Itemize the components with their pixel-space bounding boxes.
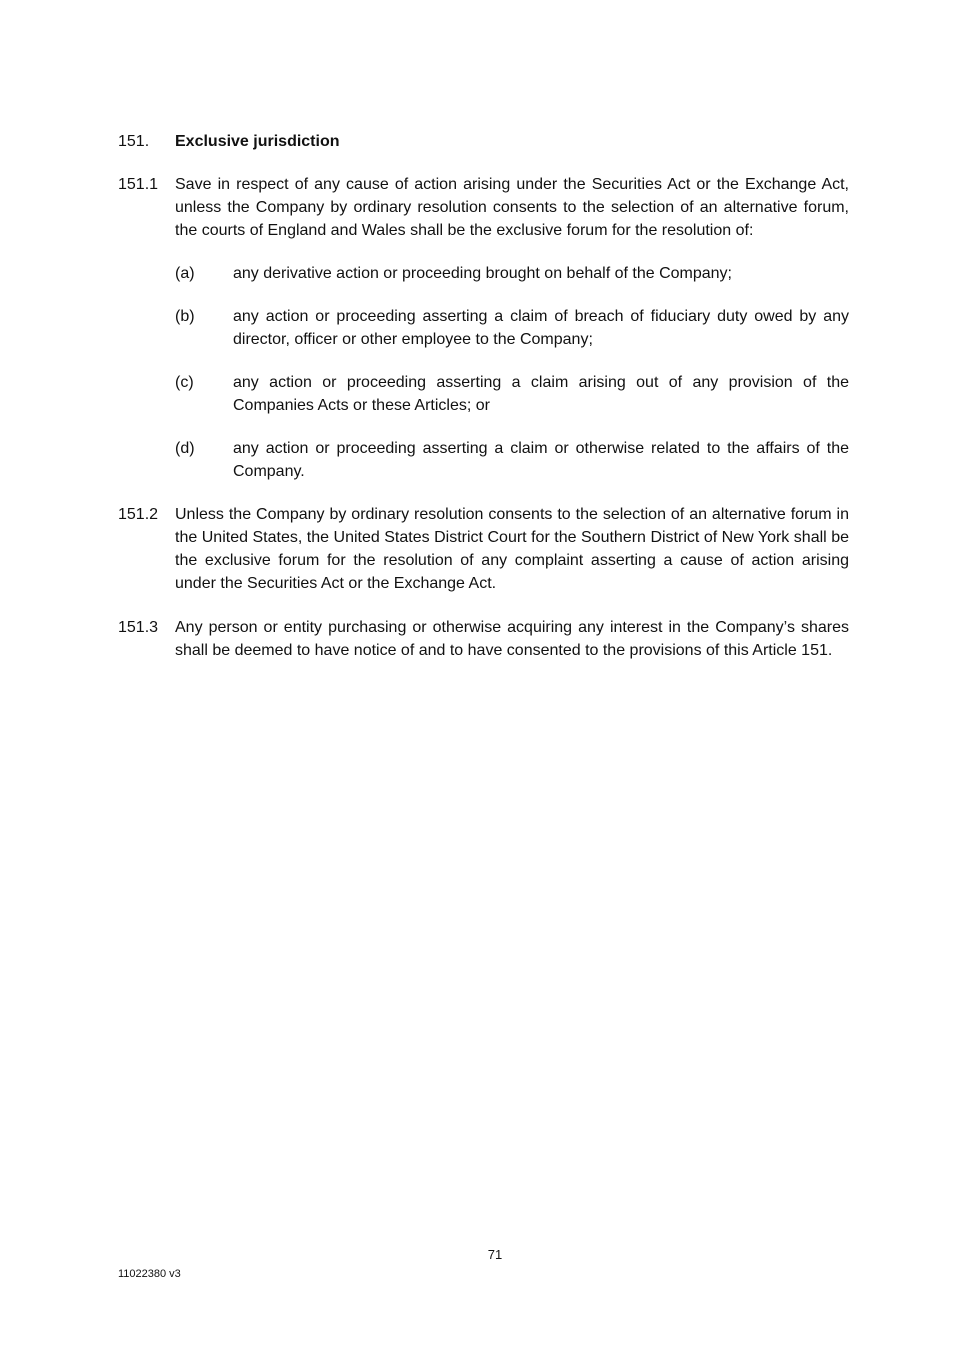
list-item-text: any action or proceeding asserting a claim or otherwise related to the affairs of the Company.	[233, 440, 849, 480]
list-item-label: (c)	[175, 374, 194, 391]
clause-151-3	[118, 616, 849, 662]
clause-text: Any person or entity purchasing or otherwise acquiring any interest in the Company’s shares shall be deemed to have notice of and to have consented to the provisions of this Article 151.	[175, 619, 849, 659]
list-item-d	[175, 437, 849, 483]
document-reference: 11022380 v3	[118, 1268, 181, 1280]
list-item-label: (b)	[175, 308, 195, 325]
list-item-label: (a)	[175, 265, 195, 282]
list-item-a	[175, 262, 849, 285]
article-heading	[118, 130, 340, 153]
list-item-text: any derivative action or proceeding brought on behalf of the Company;	[233, 265, 732, 282]
clause-number: 151.2	[118, 506, 159, 523]
page-number: 71	[487, 1247, 503, 1262]
clause-151-1	[118, 173, 849, 242]
list-item-text: any action or proceeding asserting a claim of breach of fiduciary duty owed by any director, officer or other employee to the Company;	[233, 308, 849, 348]
clause-151-2	[118, 503, 849, 595]
list-item-text: any action or proceeding asserting a claim arising out of any provision of the Companies Acts or these Articles; or	[233, 374, 849, 414]
article-title: Exclusive jurisdiction	[175, 133, 340, 150]
clause-text: Save in respect of any cause of action arising under the Securities Act or the Exchange Act, unless the Company by ordinary resolution consents to the selection of an alternative forum, the courts of England and Wales shall be the exclusive forum for the resolution of:	[175, 176, 849, 239]
list-item-b	[175, 305, 849, 351]
clause-text: Unless the Company by ordinary resolution consents to the selection of an alternative forum in the United States, the United States District Court for the Southern District of New York shall be the exclusive forum for the resolution of any complaint asserting a cause of action arising under the Securities Act or the Exchange Act.	[175, 506, 849, 592]
list-item-label: (d)	[175, 440, 195, 457]
article-number: 151.	[118, 133, 150, 150]
clause-number: 151.1	[118, 176, 159, 193]
clause-number: 151.3	[118, 619, 159, 636]
list-item-c	[175, 371, 849, 417]
